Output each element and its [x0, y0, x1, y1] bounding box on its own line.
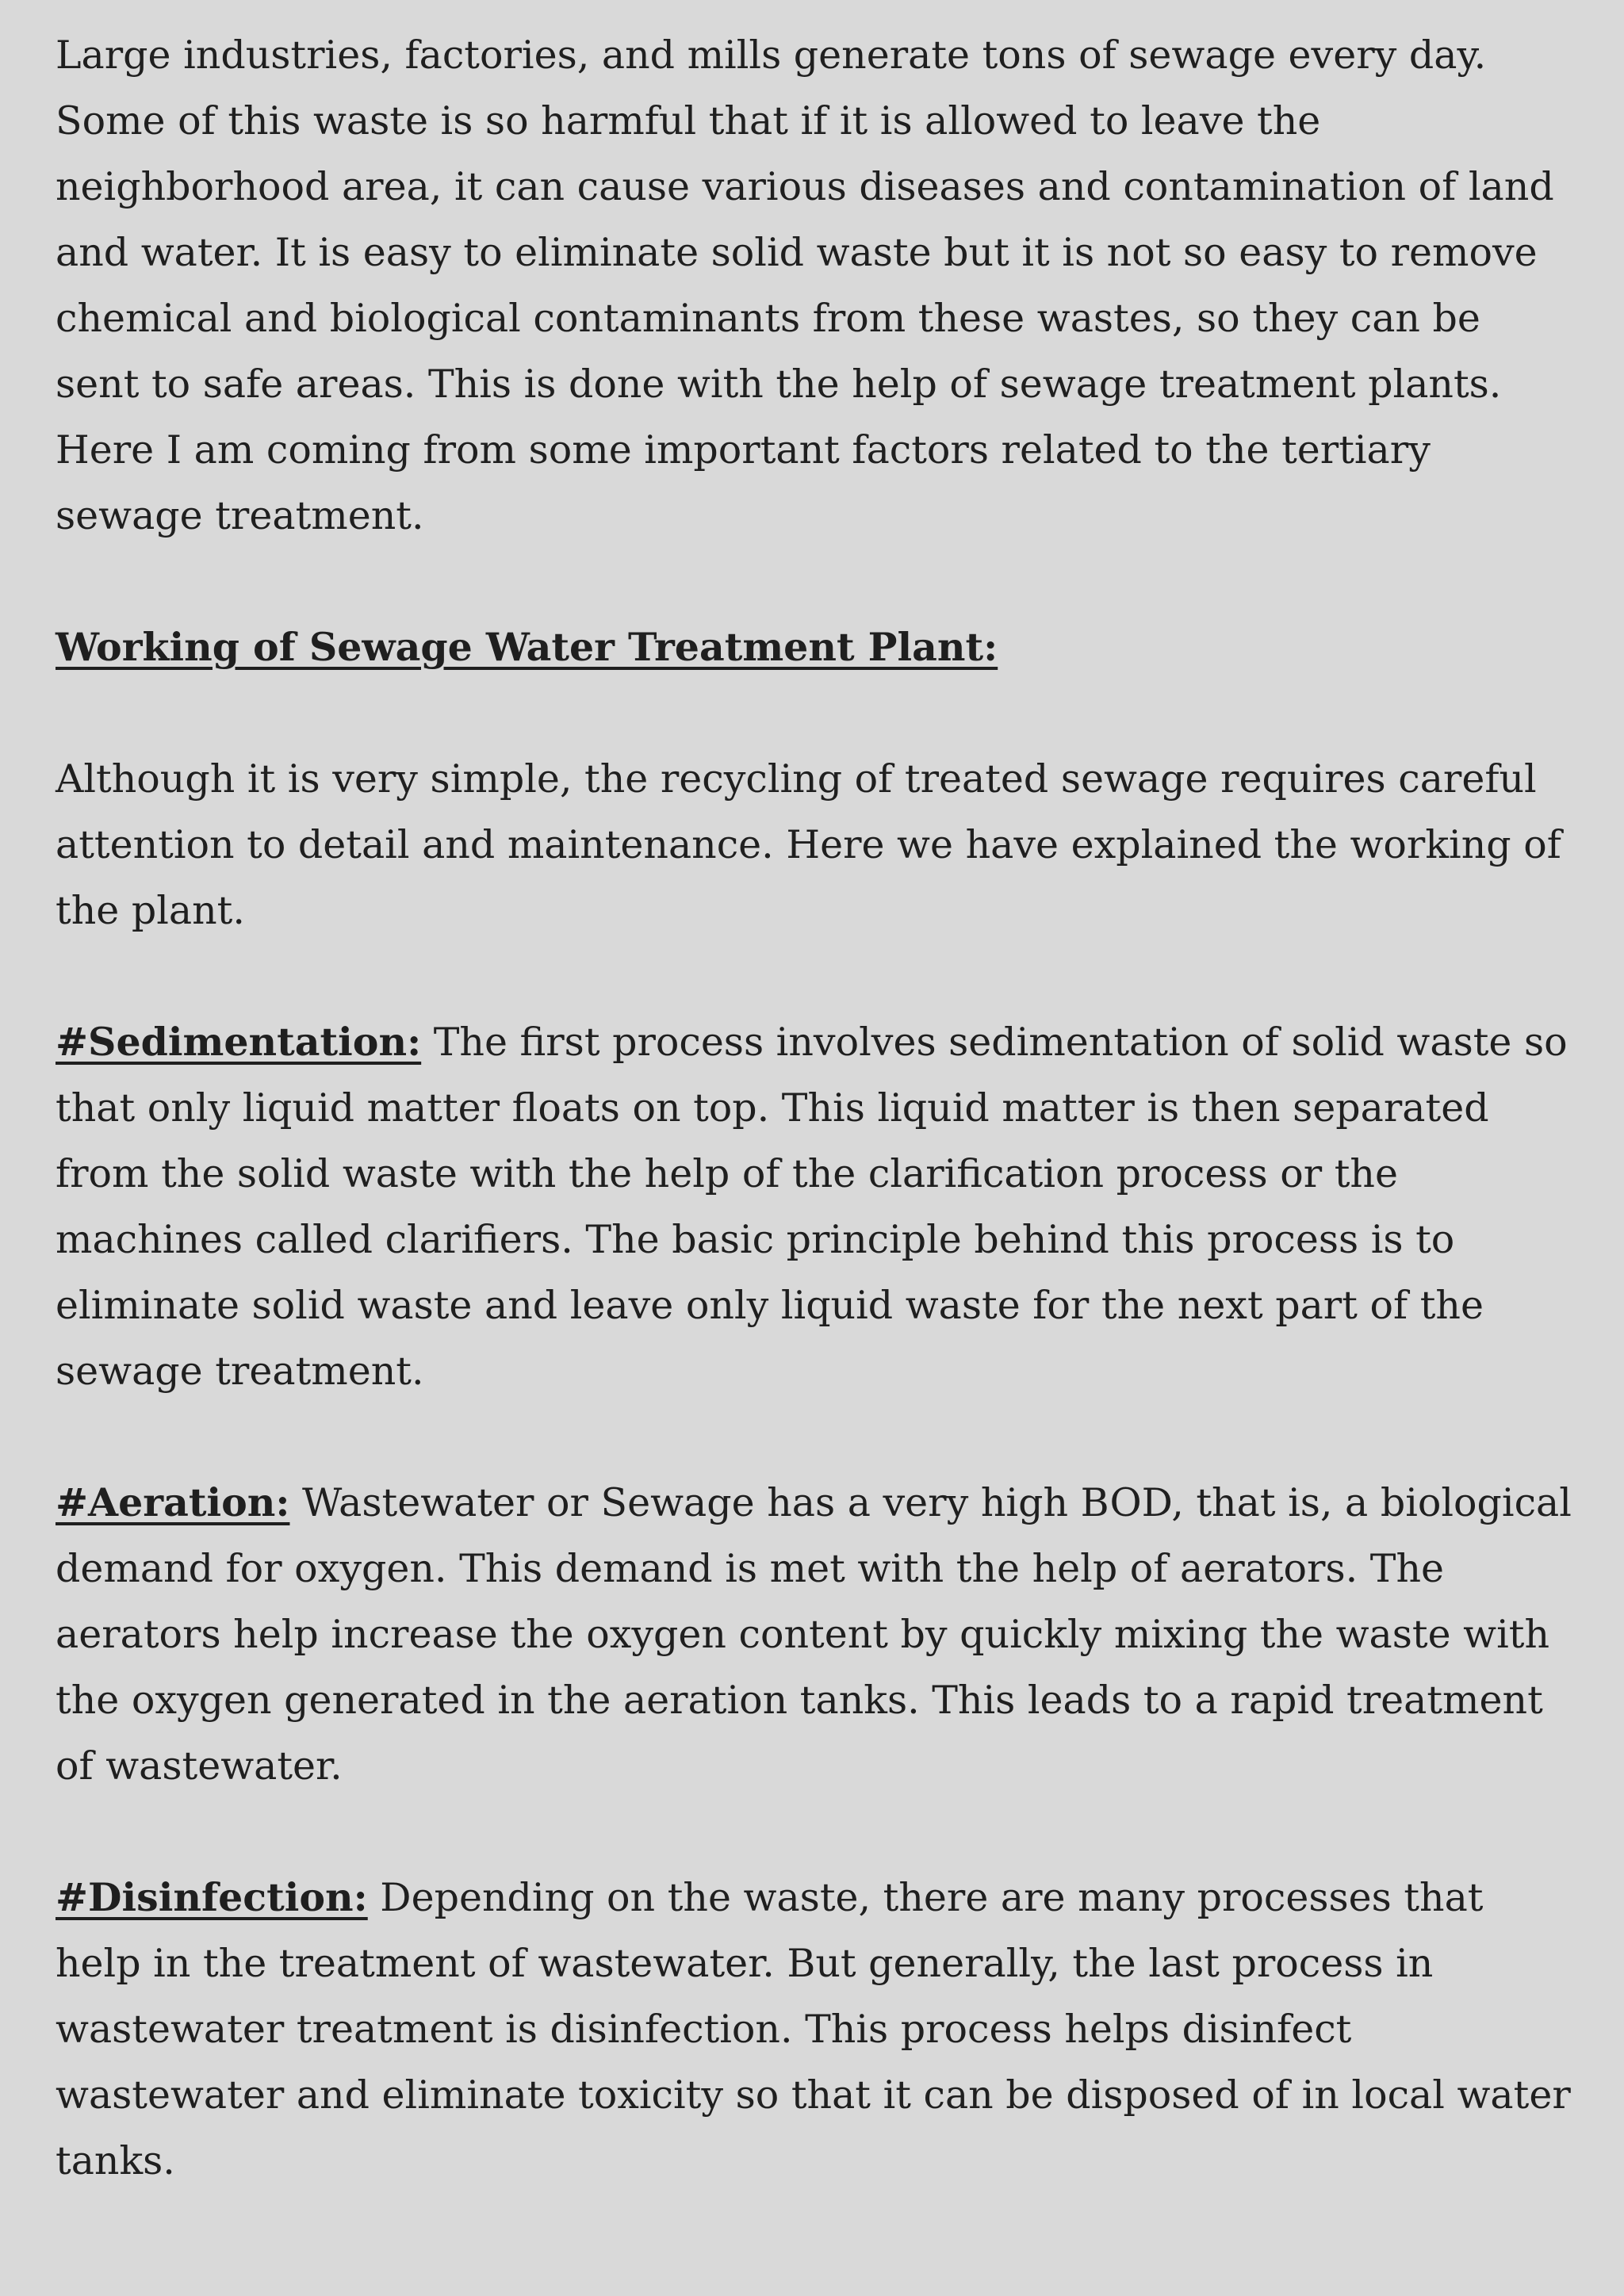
disinfection-term: #Disinfection:: [56, 1874, 368, 1920]
section-heading: Working of Sewage Water Treatment Plant:: [56, 624, 998, 670]
sedimentation-term: #Sedimentation:: [56, 1019, 422, 1065]
sedimentation-paragraph: [56, 1009, 1575, 1404]
intro-paragraph: Large industries, factories, and mills generate tons of sewage every day. Some of this waste is so harmful that if it is allowed to leave the neighborhood area, it can cause various diseases and contamination of land and water. It is easy to eliminate solid waste but it is not so easy to remove chemical and biological contaminants from these wastes, so they can be sent to safe areas. This is done with the help of sewage treatment plants. Here I am coming from some important factors related to the tertiary sewage treatment.: [56, 33, 1554, 538]
working-paragraph: Although it is very simple, the recycling of treated sewage requires careful attention to detail and maintenance. Here we have explained the working of the plant.: [56, 756, 1561, 933]
disinfection-paragraph: [56, 1865, 1575, 2194]
aeration-text: Wastewater or Sewage has a very high BOD, that is, a biological demand for oxygen. This demand is met with the help of aerators. The aerators help increase the oxygen content by quickly mixing the waste with the oxygen generated in the aeration tanks. This leads to a rapid treatment of wastewater.: [56, 1480, 1572, 1789]
disinfection-text: Depending on the waste, there are many processes that help in the treatment of wastewater. But generally, the last process in wastewater treatment is disinfection. This process helps disinfect wastewater and eliminate toxicity so that it can be disposed of in local water tanks.: [56, 1875, 1571, 2183]
sedimentation-text: The first process involves sedimentation of solid waste so that only liquid matter floats on top. This liquid matter is then separated from the solid waste with the help of the clarification process or the machines called clarifiers. The basic principle behind this process is to eliminate solid waste and leave only liquid waste for the next part of the sewage treatment.: [56, 1020, 1568, 1394]
aeration-paragraph: [56, 1470, 1575, 1799]
aeration-term: #Aeration:: [56, 1479, 290, 1525]
